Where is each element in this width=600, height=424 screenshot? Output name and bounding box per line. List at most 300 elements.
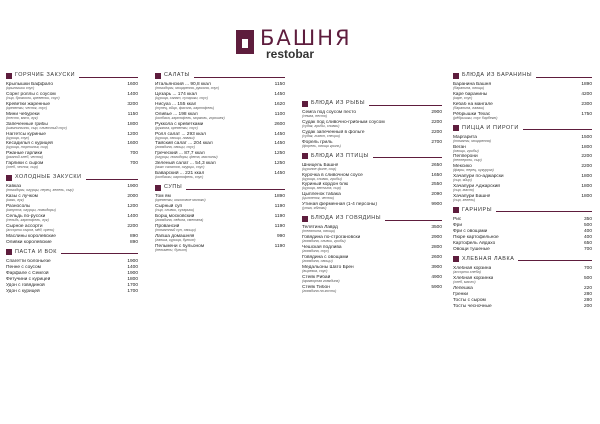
category-title: БЛЮДА ИЗ РЫБЫ bbox=[311, 100, 366, 106]
menu-column-1 bbox=[6, 68, 138, 295]
menu-item-price: 1890 bbox=[274, 194, 285, 200]
category-header bbox=[302, 215, 442, 222]
menu-item bbox=[302, 130, 442, 139]
menu-item-description: (судак, лимон, специи) bbox=[302, 133, 340, 138]
menu-item-price: 2650 bbox=[431, 162, 442, 168]
category-title: ПАСТА И ВОК bbox=[15, 248, 57, 255]
menu-item bbox=[6, 277, 138, 282]
menu-item-description: (говядина, сливки, грибы) bbox=[302, 239, 346, 244]
menu-item-name: Лапша домашняя bbox=[155, 233, 195, 239]
menu-item-name: Цезарь ... 174 ккал bbox=[155, 91, 197, 97]
menu-item-description: (говядина на кости) bbox=[302, 288, 337, 293]
menu-item-name: Хачапури по-аджарски bbox=[453, 174, 504, 180]
menu-item-name: Утиная ферменная (1-4 персоны) bbox=[302, 202, 377, 208]
menu-item-price: 1900 bbox=[127, 258, 138, 264]
menu-item-price: 1150 bbox=[274, 82, 285, 87]
category-title: САЛАТЫ bbox=[164, 72, 190, 78]
menu-item-name: Куриный кордон блю bbox=[302, 182, 349, 188]
menu-item-description: (ассорти сыров, мёд, орехи) bbox=[6, 227, 55, 232]
menu-item-description: (семга, песто) bbox=[302, 114, 328, 118]
menu-item-price: 3200 bbox=[127, 101, 138, 107]
menu-item-price: 2200 bbox=[431, 129, 442, 135]
menu-item-price: 1600 bbox=[127, 82, 138, 87]
category-marker-icon bbox=[6, 175, 12, 181]
menu-item-description: (сыр, масло) bbox=[453, 188, 475, 193]
menu-item-description: (курица, овощи, лаваш) bbox=[155, 135, 195, 140]
menu-item-description: (цыпленок, чеснок) bbox=[302, 196, 335, 201]
menu-item bbox=[453, 241, 592, 246]
menu-item-price: 1450 bbox=[274, 171, 285, 177]
category-header bbox=[302, 100, 442, 107]
menu-item-price: 3900 bbox=[431, 264, 442, 270]
menu-item-name: Фарфале с Семгой bbox=[6, 270, 49, 276]
menu-item-name: Оливки королевские bbox=[6, 239, 52, 245]
menu-item bbox=[155, 102, 285, 111]
category-marker-icon bbox=[302, 101, 308, 107]
menu-item-price: 1200 bbox=[127, 203, 138, 209]
category-header bbox=[155, 184, 285, 191]
menu-item bbox=[6, 102, 138, 111]
menu-item bbox=[155, 151, 285, 160]
menu-item bbox=[6, 240, 138, 245]
menu-item-price: 1800 bbox=[581, 144, 592, 150]
menu-item-price: 1600 bbox=[127, 141, 138, 147]
menu-item-price: 1400 bbox=[127, 91, 138, 97]
menu-item bbox=[302, 202, 442, 211]
menu-item bbox=[302, 265, 442, 274]
menu-item-price: 2300 bbox=[581, 101, 592, 107]
logo-title: БАШНЯ bbox=[260, 26, 352, 50]
menu-item-description: (крылышки соус) bbox=[6, 86, 35, 90]
menu-item-description: (рёбрышки, соус барбекю) bbox=[453, 115, 498, 120]
menu-item-description: (креветки, чеснок, соус) bbox=[6, 105, 48, 110]
menu-item-name: Шницель Башня bbox=[302, 162, 339, 168]
category-divider bbox=[194, 77, 285, 78]
menu-item-row bbox=[453, 298, 592, 303]
menu-item-name: Кесадилья с курицей bbox=[6, 141, 53, 147]
menu-item-name: Спагетти болоньезе bbox=[6, 258, 51, 264]
menu-item-name: Мини чебуреки bbox=[6, 111, 40, 117]
menu-item-name: Пельмени с бульоном bbox=[155, 243, 205, 249]
menu-item-name: Цыпленок табака bbox=[302, 192, 341, 198]
menu-item-row bbox=[453, 229, 592, 234]
menu-item-price: 1800 bbox=[581, 184, 592, 190]
menu-item bbox=[6, 92, 138, 101]
menu-item-description: (говядина, свёкла, сметана) bbox=[155, 217, 204, 222]
menu-item-name: Сорнг роллы с соусом bbox=[6, 91, 56, 97]
category-divider bbox=[518, 260, 592, 261]
menu-item bbox=[453, 184, 592, 193]
menu-item-name: Курочка в сливочном соусе bbox=[302, 172, 363, 178]
menu-item-price: 650 bbox=[583, 240, 592, 246]
menu-item-name: Гренки bbox=[453, 291, 469, 297]
menu-item-name: Кавказ bbox=[6, 184, 22, 190]
menu-item bbox=[6, 141, 138, 150]
menu-item-price: 890 bbox=[129, 233, 138, 239]
menu-item bbox=[453, 194, 592, 203]
menu-item-description: (шампиньоны, сыр, сливочный соус) bbox=[6, 125, 67, 130]
menu-item-name: Лепешка bbox=[453, 285, 473, 291]
menu-item bbox=[453, 304, 592, 309]
category-divider bbox=[369, 105, 442, 106]
category-divider bbox=[186, 189, 285, 190]
category-title: ГОРЯЧИЕ ЗАКУСКИ bbox=[15, 72, 76, 78]
menu-item-price: 220 bbox=[583, 285, 592, 291]
category-header bbox=[453, 207, 592, 214]
category-header bbox=[155, 72, 285, 79]
menu-item-name: Овощи тушеные bbox=[453, 246, 490, 252]
menu-item-row bbox=[6, 265, 138, 270]
menu-item-price: 1800 bbox=[581, 194, 592, 200]
category-header bbox=[453, 72, 592, 79]
menu-item-description: (хлеб, чеснок, сыр) bbox=[6, 165, 38, 170]
menu-item-price: 9900 bbox=[431, 202, 442, 208]
menu-column-4 bbox=[453, 68, 592, 310]
menu-item-name: Рёбрышки Техас bbox=[453, 111, 491, 117]
menu-item-price: 4200 bbox=[581, 91, 592, 97]
menu-item-name: Каре баранины bbox=[453, 91, 488, 97]
menu-item-name: Разносолы bbox=[6, 203, 31, 209]
menu-item bbox=[155, 82, 285, 91]
category-divider bbox=[523, 129, 592, 130]
menu-item-row bbox=[453, 235, 592, 240]
menu-item-description: (овощи, грибы) bbox=[453, 148, 479, 153]
menu-item-name: Картофель Айдахо bbox=[453, 240, 496, 246]
menu-item bbox=[302, 182, 442, 191]
menu-item-price: 2900 bbox=[431, 235, 442, 241]
menu-item-name: Ролл салат ... 293 ккал bbox=[155, 131, 206, 137]
menu-item-name: Судак запеченный в фольге bbox=[302, 129, 365, 135]
menu-item-description: (каре, соус) bbox=[453, 95, 473, 100]
menu-item-price: 2550 bbox=[431, 182, 442, 188]
menu-item-description: (баранина, овощи) bbox=[453, 86, 485, 90]
menu-item-name: Фри с овощами bbox=[453, 228, 488, 234]
menu-item-name: Хлебная корзинка bbox=[453, 275, 494, 281]
menu-item bbox=[453, 247, 592, 252]
menu-item bbox=[302, 235, 442, 244]
menu-item-price: 1190 bbox=[274, 223, 285, 229]
menu-item-name: Том ям bbox=[155, 194, 171, 200]
menu-item-description: (тесто, мясо, лук) bbox=[6, 115, 38, 120]
menu-item-description: (курица, салат, сухарики, соус) bbox=[155, 95, 208, 100]
menu-item-price: 2090 bbox=[431, 192, 442, 198]
category-marker-icon bbox=[453, 125, 459, 131]
menu-item-description: (курица, соус) bbox=[6, 135, 30, 140]
menu-item-name: Кебаб на мангале bbox=[453, 101, 493, 107]
menu-item-description: (баранина, лаваш) bbox=[453, 105, 485, 110]
menu-item-price: 1900 bbox=[127, 184, 138, 190]
menu-item-description: (говядина, овощи) bbox=[302, 258, 333, 263]
menu-item bbox=[6, 224, 138, 233]
menu-item-name: Провансий bbox=[155, 223, 180, 229]
menu-column-2 bbox=[155, 68, 285, 254]
menu-item bbox=[302, 173, 442, 182]
menu-item-name: Казы с лучком bbox=[6, 194, 38, 200]
menu-item-name: Форель гриль bbox=[302, 139, 333, 145]
menu-item-price: 1200 bbox=[127, 131, 138, 137]
category-divider bbox=[536, 77, 592, 78]
menu-item-row bbox=[453, 241, 592, 246]
category-marker-icon bbox=[6, 249, 12, 255]
menu-item-price: 2800 bbox=[431, 244, 442, 250]
menu-item-description: (фарш, перец, кукуруза) bbox=[453, 168, 494, 173]
menu-item-price: 280 bbox=[583, 297, 592, 303]
category-title: ХОЛОДНЫЕ ЗАКУСКИ bbox=[15, 174, 82, 181]
menu-item-description: (пельмени, бульон) bbox=[155, 247, 188, 252]
menu-item-price: 2600 bbox=[431, 254, 442, 260]
menu-item-description: (сыр, брокколи, креветки, соус) bbox=[6, 95, 60, 100]
menu-item bbox=[6, 283, 138, 288]
menu-item-description: (казы, лук) bbox=[6, 198, 24, 203]
menu-item-name: Борщ московский bbox=[155, 213, 195, 219]
menu-item-description: (курица, ветчина, сыр) bbox=[302, 186, 341, 191]
menu-item-description: (форель, овощи гриль) bbox=[302, 143, 341, 148]
category-divider bbox=[385, 220, 442, 221]
category-marker-icon bbox=[302, 153, 308, 159]
menu-item-row bbox=[6, 277, 138, 282]
menu-item bbox=[155, 112, 285, 121]
menu-item bbox=[453, 112, 592, 121]
menu-item-description: (мраморная говядина) bbox=[302, 278, 340, 283]
menu-item-price: 1450 bbox=[274, 141, 285, 147]
logo-subtitle: restobar bbox=[266, 47, 315, 61]
menu-item bbox=[453, 223, 592, 228]
menu-item-name: Сырное ассорти bbox=[6, 223, 43, 229]
menu-item-name: Ржаные гарлики bbox=[6, 151, 43, 157]
menu-item-description: (телятина, овощи) bbox=[302, 229, 336, 234]
menu-item-name: Хачапури Аджарский bbox=[453, 184, 500, 190]
menu-item-description: (лапша, курица, бульон) bbox=[155, 237, 196, 242]
menu-item-name: Маргарита bbox=[453, 134, 477, 140]
menu-item-name: Говядина по-строгановски bbox=[302, 235, 361, 241]
menu-item-row bbox=[453, 286, 592, 291]
menu-item-name: Итальянский ... 90,8 ккал bbox=[155, 82, 211, 87]
menu-item-price: 2000 bbox=[127, 194, 138, 200]
menu-item-name: Тосты чесночные bbox=[453, 303, 492, 309]
menu-item-price: 1250 bbox=[274, 161, 285, 167]
menu-item-price: 200 bbox=[583, 303, 592, 309]
menu-item-row bbox=[453, 247, 592, 252]
menu-item-row bbox=[453, 223, 592, 228]
category-marker-icon bbox=[6, 73, 12, 79]
menu-item bbox=[155, 141, 285, 150]
menu-item bbox=[453, 229, 592, 234]
menu-item bbox=[453, 276, 592, 285]
menu-item-row bbox=[453, 292, 592, 297]
menu-item bbox=[155, 171, 285, 180]
category-divider bbox=[373, 157, 442, 158]
menu-item-description: (огурцы, помидоры, фета, маслины) bbox=[155, 155, 218, 160]
menu-item-price: 4900 bbox=[431, 274, 442, 280]
menu-item-name: Гарлики с сыром bbox=[6, 161, 44, 167]
menu-item-name: Наггетсы куриные bbox=[6, 131, 46, 137]
menu-item-name: Пепперони bbox=[453, 154, 478, 160]
menu-item-price: 700 bbox=[129, 151, 138, 157]
menu-item-description: (хлеб, масло) bbox=[453, 279, 476, 284]
menu-item-name: Греческий ... 87,7 ккал bbox=[155, 151, 205, 157]
menu-item-price: 700 bbox=[129, 161, 138, 167]
menu-item-name: Баварский ... 221 ккал bbox=[155, 171, 205, 177]
menu-item bbox=[6, 122, 138, 131]
menu-item-name: Рис bbox=[453, 216, 462, 222]
menu-item-price: 1650 bbox=[431, 172, 442, 178]
menu-item-name: Стейк Рибай bbox=[302, 274, 331, 280]
menu-item bbox=[453, 266, 592, 275]
menu-item-name: Чешская подлива bbox=[302, 244, 342, 250]
menu-item bbox=[6, 161, 138, 170]
category-divider bbox=[61, 253, 138, 254]
menu-item-description: (сельдь, картофель, лук) bbox=[6, 217, 49, 222]
category-divider bbox=[496, 211, 592, 212]
category-marker-icon bbox=[453, 207, 459, 213]
menu-item bbox=[155, 214, 285, 223]
menu-item-price: 1750 bbox=[581, 111, 592, 117]
menu-item-row bbox=[6, 259, 138, 264]
menu-item-name: Стейк Тибон bbox=[302, 284, 330, 290]
menu-item-description: (помидоры, моцарелла, руккола, соус) bbox=[155, 86, 220, 90]
menu-item bbox=[6, 204, 138, 213]
menu-item-name: Фри bbox=[453, 222, 462, 228]
menu-item-price: 1900 bbox=[127, 270, 138, 276]
menu-item-price: 2200 bbox=[431, 119, 442, 125]
menu-item bbox=[453, 286, 592, 291]
category-header bbox=[6, 174, 138, 181]
menu-item bbox=[453, 102, 592, 111]
menu-item bbox=[6, 289, 138, 294]
category-title: ГАРНИРЫ bbox=[462, 206, 493, 213]
menu-item-row bbox=[6, 240, 138, 245]
menu-item bbox=[6, 132, 138, 141]
menu-item-price: 1450 bbox=[274, 131, 285, 137]
menu-item-price: 1800 bbox=[127, 276, 138, 282]
category-divider bbox=[86, 179, 138, 180]
menu-item bbox=[6, 214, 138, 223]
menu-item-price: 350 bbox=[583, 216, 592, 222]
menu-item-price: 1150 bbox=[127, 111, 138, 117]
menu-item-price: 2700 bbox=[431, 139, 442, 145]
menu-item-name: Удон с говядиной bbox=[6, 282, 45, 288]
menu-item-name: Сырный суп bbox=[155, 203, 183, 209]
category-title: БЛЮДА ИЗ БАРАНИНЫ bbox=[462, 72, 533, 78]
category-marker-icon bbox=[453, 256, 459, 262]
menu-item bbox=[302, 255, 442, 264]
category-header bbox=[6, 72, 138, 79]
menu-item bbox=[155, 224, 285, 233]
menu-item-description: (судак, грибы, сливки) bbox=[302, 123, 340, 128]
menu-item-price: 1890 bbox=[581, 82, 592, 87]
menu-item-price: 1250 bbox=[274, 151, 285, 157]
menu-item-description: (томатный суп, овощи) bbox=[155, 227, 196, 232]
category-marker-icon bbox=[302, 216, 308, 222]
menu-item-price: 990 bbox=[276, 233, 285, 239]
menu-item bbox=[453, 135, 592, 144]
category-header bbox=[453, 256, 592, 263]
menu-item-row bbox=[6, 271, 138, 276]
menu-item-price: 500 bbox=[583, 275, 592, 281]
menu-item-name: Зеленый салат ... 54,3 ккал bbox=[155, 161, 216, 167]
menu-item-name: Телятина Лаврд bbox=[302, 225, 338, 231]
menu-item-description: (колбаски, картофель, соус) bbox=[155, 175, 204, 180]
category-divider bbox=[79, 77, 138, 78]
menu-item-price: 1700 bbox=[127, 282, 138, 288]
menu-item-description: (ржаной хлеб, чеснок) bbox=[6, 155, 43, 160]
menu-item bbox=[6, 265, 138, 270]
menu-item-price: 1400 bbox=[127, 213, 138, 219]
menu-item-description: (томаты, моцарелла) bbox=[453, 138, 491, 143]
menu-item-description: (сыр, сливки, сухарики) bbox=[155, 207, 195, 212]
menu-item-price: 2200 bbox=[581, 164, 592, 170]
menu-item bbox=[155, 92, 285, 101]
category-title: СУПЫ bbox=[164, 184, 183, 191]
menu-item-price: 700 bbox=[583, 246, 592, 252]
menu-item-description: (помидоры, огурцы, перец, зелень, сыр) bbox=[6, 188, 74, 193]
menu-item bbox=[6, 234, 138, 239]
menu-item-price: 5900 bbox=[431, 284, 442, 290]
menu-item bbox=[155, 122, 285, 131]
menu-item-name: Тайский салат ... 204 ккал bbox=[155, 141, 213, 147]
menu-item-name: Нисуаз ... 155 ккал bbox=[155, 101, 197, 107]
menu-item bbox=[302, 140, 442, 149]
menu-item-price: 1800 bbox=[127, 121, 138, 127]
menu-item-name: Говядина с овощами bbox=[302, 254, 349, 260]
menu-item-price: 1190 bbox=[274, 203, 285, 209]
menu-item-price: 890 bbox=[129, 239, 138, 245]
menu-item bbox=[155, 204, 285, 213]
menu-item-name: Тосты с сыром bbox=[453, 297, 486, 303]
menu-item-price: 2200 bbox=[581, 154, 592, 160]
category-marker-icon bbox=[453, 73, 459, 79]
menu-item-price: 1100 bbox=[274, 111, 285, 117]
menu-item-price: 2200 bbox=[127, 223, 138, 229]
menu-item bbox=[302, 245, 442, 254]
menu-item-description: (куриное филе, сыр) bbox=[302, 166, 337, 171]
menu-item-description: (капуста, огурцы, помидоры) bbox=[6, 207, 56, 212]
menu-item-name: Фетучини с курицей bbox=[6, 276, 51, 282]
menu-item-name: Сельдь по-русски bbox=[6, 213, 46, 219]
menu-item bbox=[6, 259, 138, 264]
menu-item-price: 1700 bbox=[127, 288, 138, 294]
menu-item-price: 1450 bbox=[274, 91, 285, 97]
category-header bbox=[453, 125, 592, 132]
menu-item-name: Пюре картофельное bbox=[453, 234, 499, 240]
menu-item-name: Удон с курицей bbox=[6, 288, 40, 294]
menu-item-description: (говядина, овощи, соус) bbox=[155, 145, 195, 150]
menu-item bbox=[302, 275, 442, 284]
menu-item bbox=[6, 112, 138, 121]
menu-item-description: (колбаса, картофель, морковь, горошек) bbox=[155, 115, 225, 120]
menu-item-description: (тунец, яйцо, фасоль, картофель) bbox=[155, 105, 215, 110]
menu-item bbox=[453, 154, 592, 163]
menu-item-name: Маслины королевские bbox=[6, 233, 56, 239]
menu-item-row bbox=[6, 234, 138, 239]
menu-item bbox=[453, 292, 592, 297]
category-marker-icon bbox=[155, 185, 161, 191]
menu-item-price: 1400 bbox=[127, 264, 138, 270]
category-marker-icon bbox=[155, 73, 161, 79]
menu-item bbox=[155, 244, 285, 253]
menu-item-price: 1190 bbox=[274, 213, 285, 219]
menu-item-price: 1190 bbox=[274, 243, 285, 249]
menu-item-description: (сыр, яйцо) bbox=[453, 178, 472, 183]
menu-item bbox=[302, 163, 442, 172]
menu-item bbox=[453, 217, 592, 222]
menu-item-name: Креветки жаренные bbox=[6, 101, 51, 107]
menu-item bbox=[6, 184, 138, 193]
menu-item bbox=[155, 161, 285, 170]
menu-item-description: (сыр, зелень) bbox=[453, 198, 476, 203]
category-title: БЛЮДА ИЗ ГОВЯДИНЫ bbox=[311, 215, 382, 222]
menu-item-price: 400 bbox=[583, 234, 592, 240]
